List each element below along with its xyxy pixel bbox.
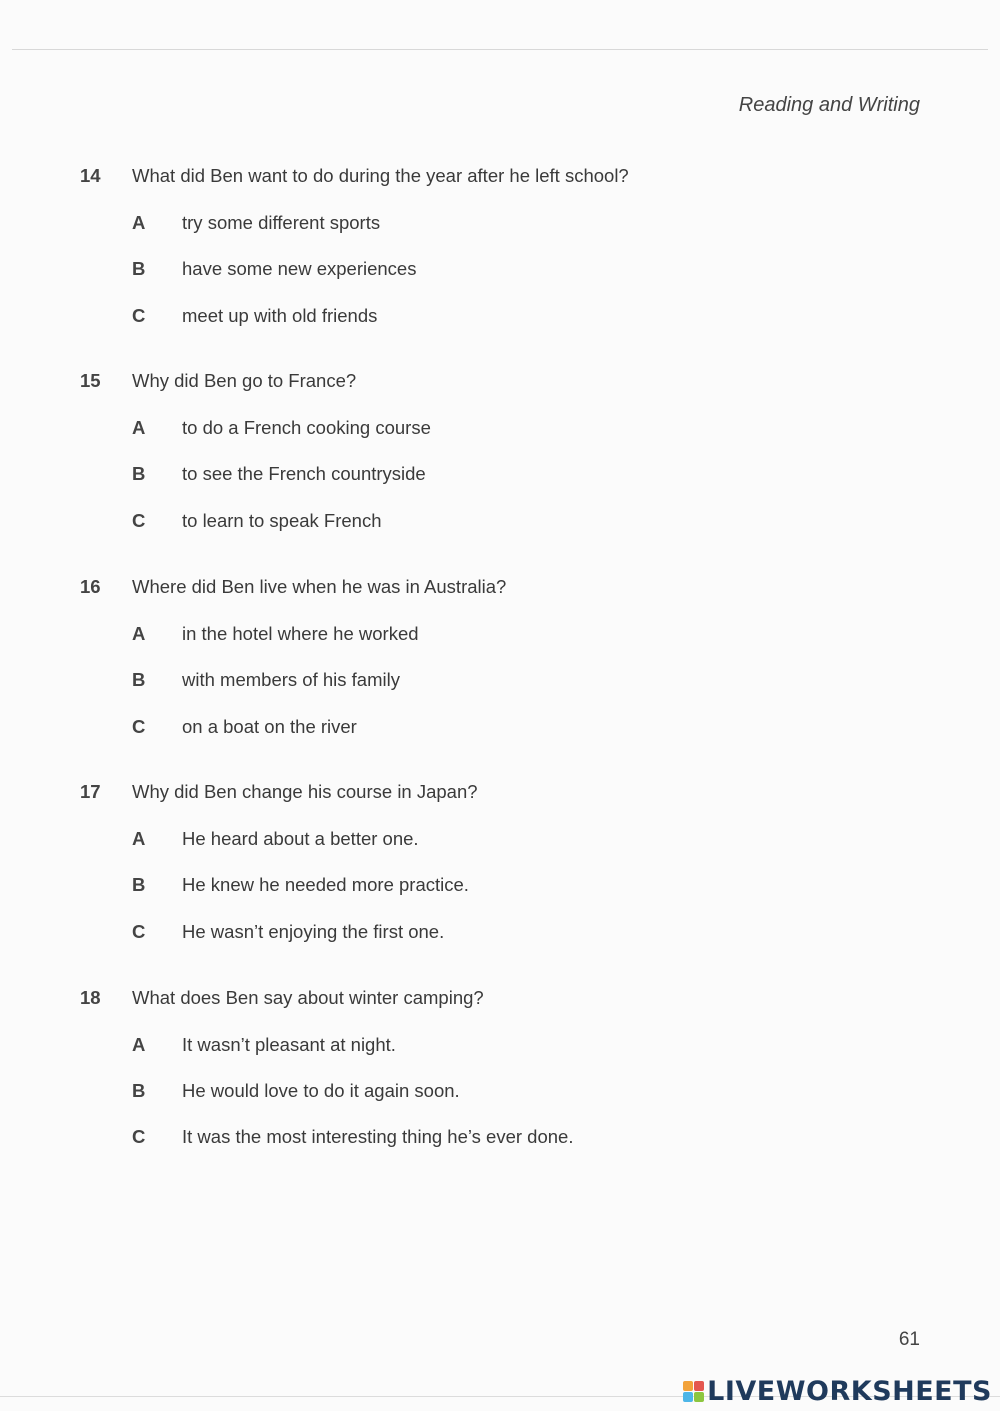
option-letter: A: [132, 828, 146, 849]
option-text: It wasn’t pleasant at night.: [182, 1034, 396, 1055]
top-rule: [12, 49, 988, 50]
option-15-a[interactable]: [132, 416, 832, 440]
option-18-b[interactable]: [132, 1079, 832, 1103]
option-letter: C: [132, 1126, 146, 1147]
option-text: in the hotel where he worked: [182, 623, 419, 644]
logo-square-icon: [694, 1392, 704, 1402]
option-letter: B: [132, 874, 146, 895]
option-16-c[interactable]: [132, 715, 832, 739]
logo-square-icon: [683, 1381, 693, 1391]
question-stem: [80, 164, 880, 188]
option-letter: C: [132, 305, 146, 326]
option-text: He heard about a better one.: [182, 828, 419, 849]
option-16-b[interactable]: [132, 668, 832, 692]
option-15-b[interactable]: [132, 462, 832, 486]
option-14-a[interactable]: [132, 211, 832, 235]
question-number: 17: [80, 781, 101, 802]
option-15-c[interactable]: [132, 509, 832, 533]
question-text: Where did Ben live when he was in Australia?: [132, 576, 507, 597]
option-letter: B: [132, 669, 146, 690]
option-text: to learn to speak French: [182, 510, 382, 531]
option-17-a[interactable]: [132, 827, 832, 851]
option-text: try some different sports: [182, 212, 381, 233]
question-text: Why did Ben change his course in Japan?: [132, 781, 478, 802]
option-18-a[interactable]: [132, 1033, 832, 1057]
option-letter: B: [132, 258, 146, 279]
question-stem: [80, 780, 880, 804]
option-text: to see the French countryside: [182, 463, 426, 484]
page-header-title: Reading and Writing: [738, 94, 920, 116]
page-number: 61: [898, 1329, 920, 1350]
option-letter: A: [132, 417, 146, 438]
option-18-c[interactable]: [132, 1125, 832, 1149]
option-text: He wasn’t enjoying the first one.: [182, 921, 445, 942]
option-letter: A: [132, 212, 146, 233]
option-17-c[interactable]: [132, 920, 832, 944]
option-letter: C: [132, 510, 146, 531]
logo-mark-icon: [683, 1381, 704, 1402]
option-letter: A: [132, 623, 146, 644]
question-number: 15: [80, 370, 101, 391]
option-letter: B: [132, 463, 146, 484]
liveworksheets-logo[interactable]: [683, 1374, 992, 1408]
question-text: What does Ben say about winter camping?: [132, 987, 484, 1008]
question-text: Why did Ben go to France?: [132, 370, 357, 391]
option-letter: C: [132, 921, 146, 942]
question-stem: [80, 575, 880, 599]
option-text: with members of his family: [182, 669, 400, 690]
option-14-c[interactable]: [132, 304, 832, 328]
question-number: 18: [80, 987, 101, 1008]
question-18: [80, 986, 880, 1147]
question-14: [80, 164, 880, 326]
option-letter: A: [132, 1034, 146, 1055]
question-text: What did Ben want to do during the year after he left school?: [132, 165, 629, 186]
logo-text: LIVEWORKSHEETS: [707, 1375, 992, 1407]
option-17-b[interactable]: [132, 873, 832, 897]
option-text: have some new experiences: [182, 258, 417, 279]
question-number: 14: [80, 165, 101, 186]
option-text: meet up with old friends: [182, 305, 378, 326]
question-stem: [80, 369, 880, 393]
question-15: [80, 369, 880, 531]
option-letter: C: [132, 716, 146, 737]
option-text: to do a French cooking course: [182, 417, 431, 438]
question-17: [80, 780, 880, 942]
option-text: It was the most interesting thing he’s ever done.: [182, 1126, 574, 1147]
question-stem: [80, 986, 880, 1010]
option-16-a[interactable]: [132, 622, 832, 646]
option-text: on a boat on the river: [182, 716, 357, 737]
question-16: [80, 575, 880, 737]
option-14-b[interactable]: [132, 257, 832, 281]
option-text: He would love to do it again soon.: [182, 1080, 460, 1101]
logo-square-icon: [694, 1381, 704, 1391]
option-text: He knew he needed more practice.: [182, 874, 469, 895]
logo-square-icon: [683, 1392, 693, 1402]
option-letter: B: [132, 1080, 146, 1101]
question-number: 16: [80, 576, 101, 597]
